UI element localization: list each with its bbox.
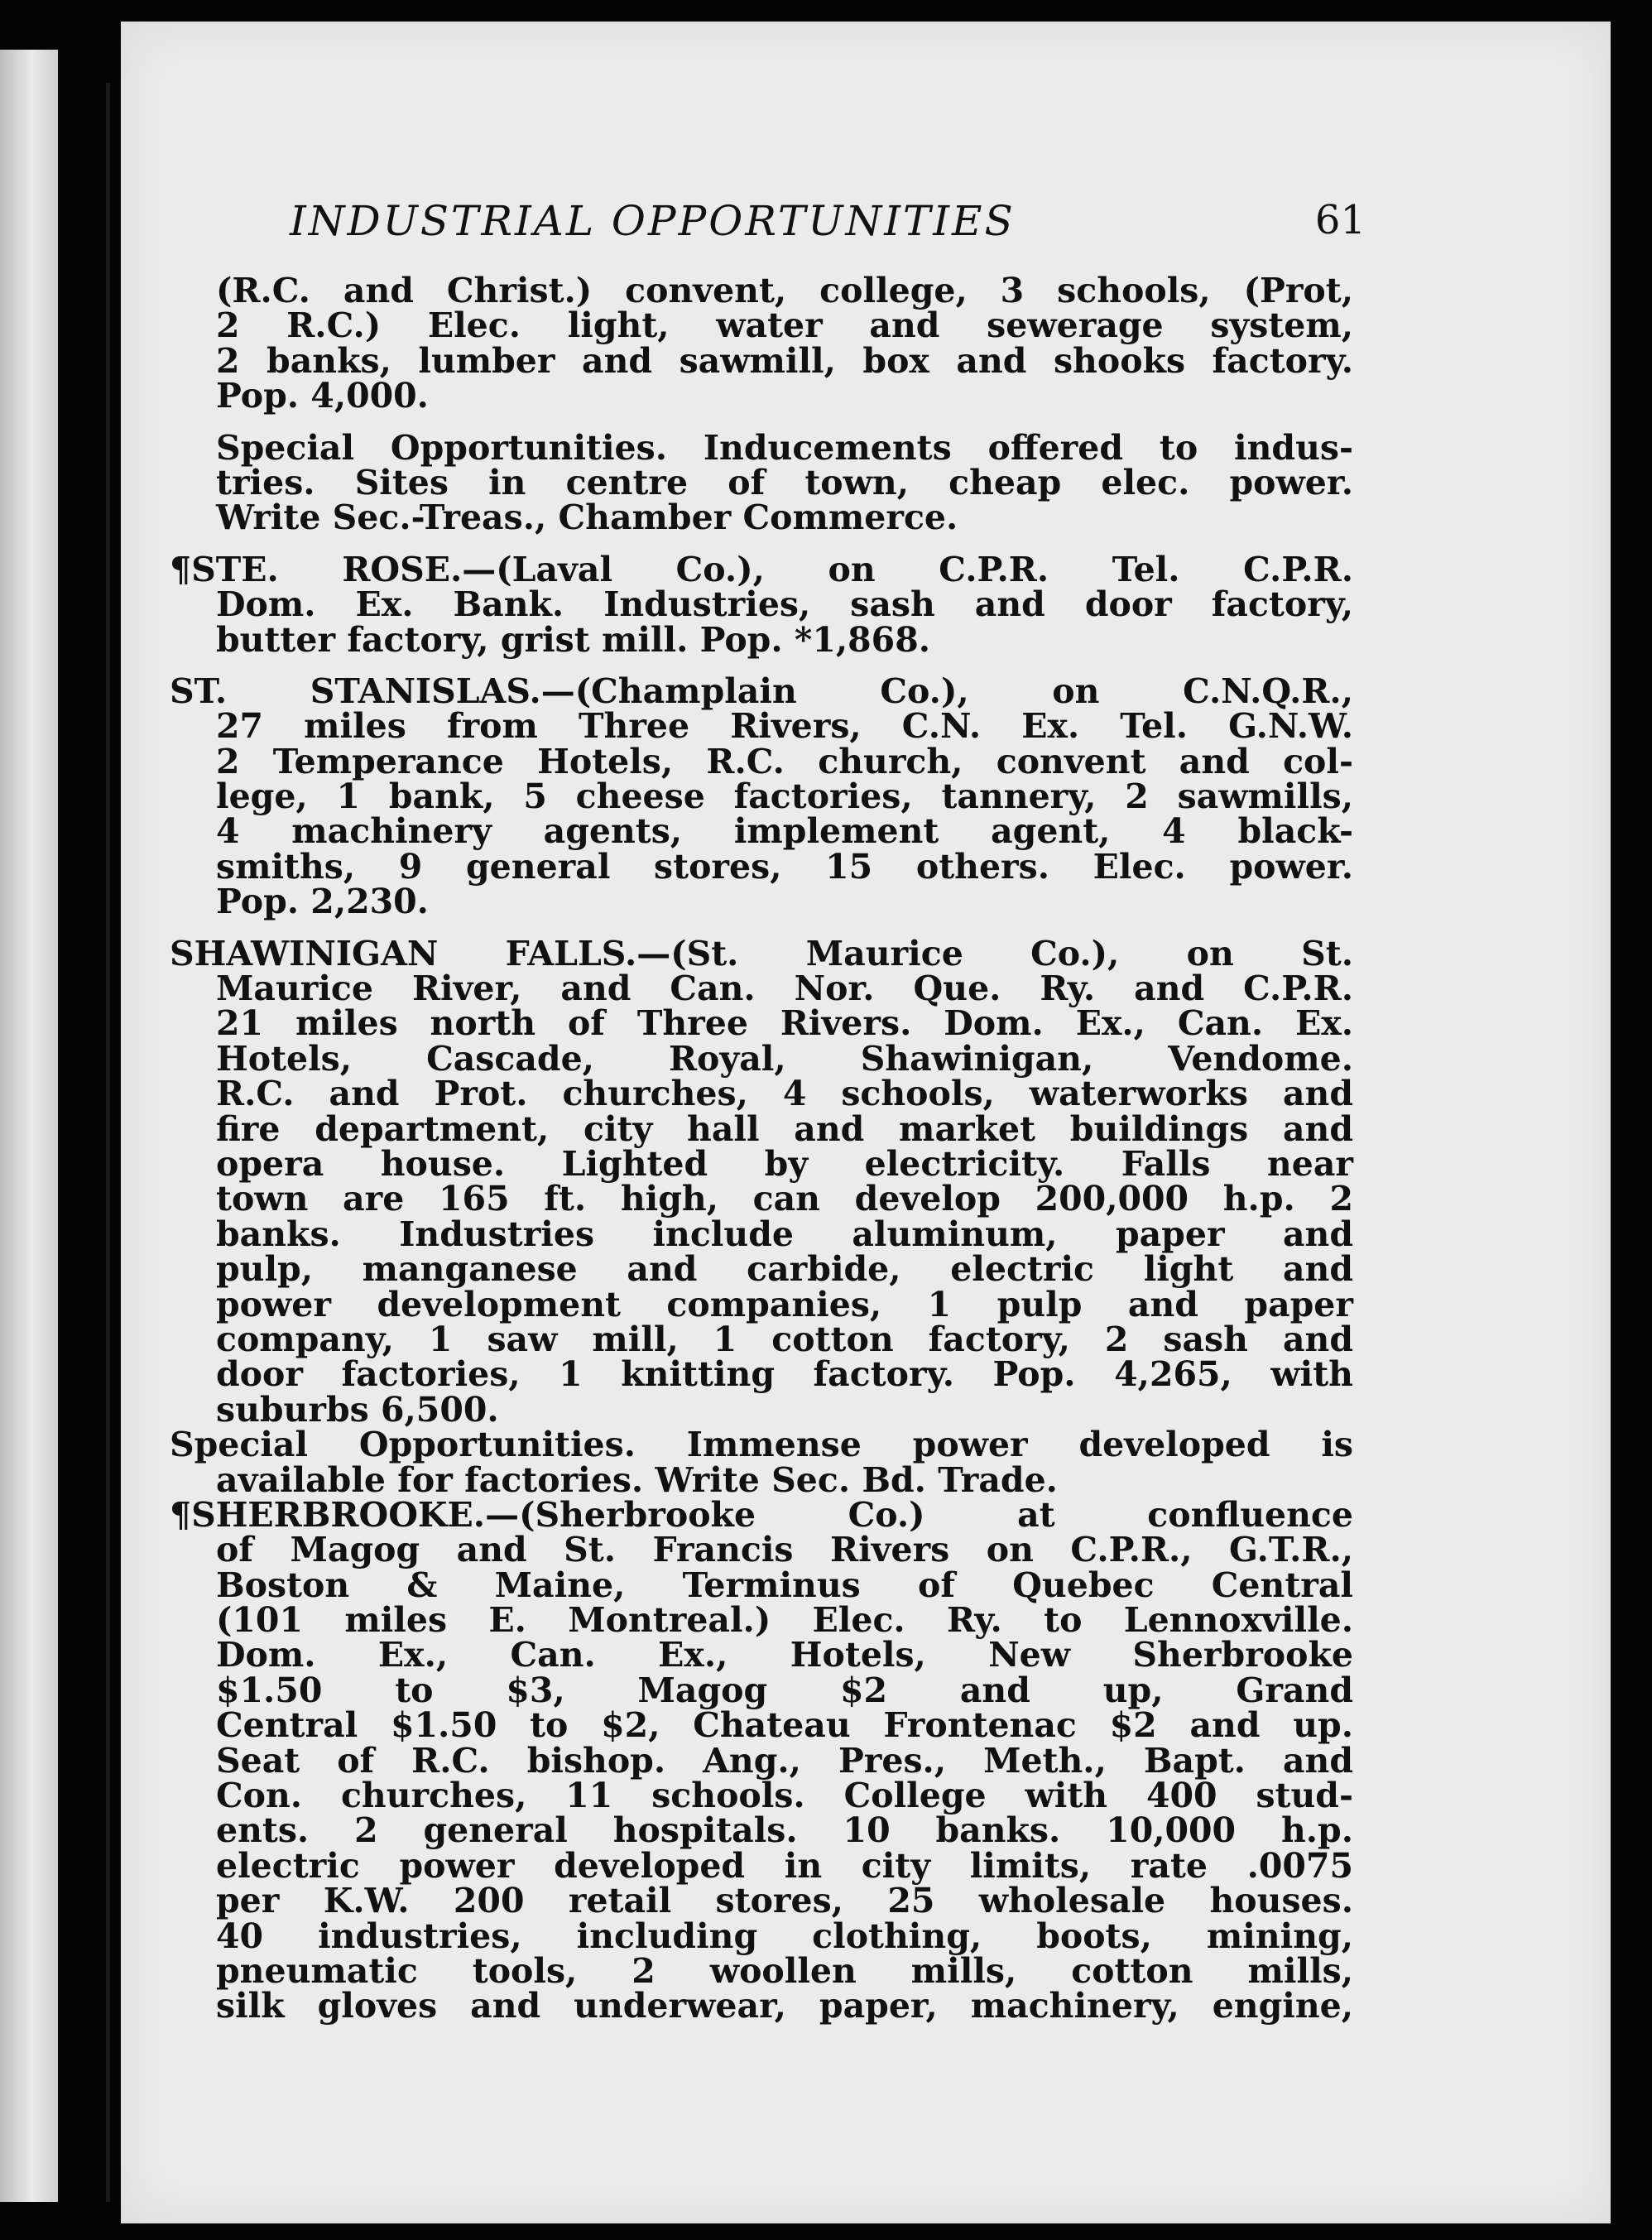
text-line: 2 Temperance Hotels, R.C. church, convent and col- [216, 741, 1353, 781]
text-line: (101 miles E. Montreal.) Elec. Ry. to Lennoxville. [216, 1600, 1353, 1641]
text-line: 27 miles from Three Rivers, C.N. Ex. Tel. G.N.W. [216, 706, 1353, 747]
text-line: tries. Sites in centre of town, cheap elec. power. [216, 462, 1353, 502]
text-line: suburbs 6,500. [216, 1389, 499, 1430]
text-line: ents. 2 general hospitals. 10 banks. 10,000 h.p. [216, 1810, 1353, 1851]
entry-ste-rose [170, 549, 1353, 660]
text-line: 21 miles north of Three Rivers. Dom. Ex., Can. Ex. [216, 1003, 1353, 1044]
text-line: town are 165 ft. high, can develop 200,000 h.p. 2 [216, 1179, 1353, 1219]
entry-special-opportunities-2 [170, 1425, 1353, 1500]
text-line: (R.C. and Christ.) convent, college, 3 schools, (Prot, [216, 271, 1353, 310]
entry-heading-line: ¶STE. ROSE.—(Laval Co.), on C.P.R. Tel. C.P.R. [170, 549, 1353, 589]
entry-heading-line: SHAWINIGAN FALLS.—(St. Maurice Co.), on St. [170, 933, 1353, 973]
entry-heading-line: ¶SHERBROOKE.—(Sherbrooke Co.) at confluence [170, 1494, 1353, 1535]
text-line: Pop. 4,000. [216, 376, 429, 416]
text-line: of Magog and St. Francis Rivers on C.P.R., G.T.R., [216, 1530, 1353, 1570]
entry-special-opportunities-1 [170, 427, 1353, 538]
entry-sherbrooke [170, 1494, 1353, 2026]
left-page-rule [106, 83, 110, 2202]
text-line: pneumatic tools, 2 woollen mills, cotton mills, [216, 1950, 1353, 1991]
text-line: per K.W. 200 retail stores, 25 wholesale houses. [216, 1881, 1353, 1921]
entry-heading-line: ST. STANISLAS.—(Champlain Co.), on C.N.Q.R., [170, 671, 1353, 711]
text-line: opera house. Lighted by electricity. Falls near [216, 1143, 1353, 1184]
text-line: Maurice River, and Can. Nor. Que. Ry. and C.P.R. [216, 969, 1353, 1009]
text-line: $1.50 to $3, Magog $2 and up, Grand [216, 1670, 1353, 1710]
page-header [290, 197, 1366, 263]
text-line: Seat of R.C. bishop. Ang., Pres., Meth., Bapt. and [216, 1740, 1353, 1781]
entry-shawinigan-falls [170, 933, 1353, 1430]
text-line: 40 industries, including clothing, boots, mining, [216, 1916, 1353, 1956]
text-line: Write Sec.-Treas., Chamber Commerce. [216, 498, 958, 538]
text-line: Con. churches, 11 schools. College with 400 stud- [216, 1776, 1353, 1816]
text-line: Boston & Maine, Terminus of Quebec Central [216, 1565, 1353, 1605]
text-line: fire department, city hall and market buildings and [216, 1108, 1353, 1149]
text-line: smiths, 9 general stores, 15 others. Elec. power. [216, 846, 1353, 887]
text-line: 4 machinery agents, implement agent, 4 black- [216, 811, 1353, 852]
page-body [170, 273, 1353, 2024]
text-line: R.C. and Prot. churches, 4 schools, waterworks and [216, 1074, 1353, 1114]
text-line: Central $1.50 to $2, Chateau Frontenac $2 and up. [216, 1705, 1353, 1746]
text-line: door factories, 1 knitting factory. Pop. 4,265, with [216, 1354, 1353, 1395]
text-line: butter factory, grist mill. Pop. *1,868. [216, 619, 931, 660]
text-line: Pop. 2,230. [216, 882, 429, 922]
text-line: Special Opportunities. Inducements offered to indus- [216, 427, 1353, 468]
text-line: electric power developed in city limits, rate .0075 [216, 1845, 1353, 1886]
text-line: 2 banks, lumber and sawmill, box and shooks factory. [216, 340, 1353, 381]
text-line: banks. Industries include aluminum, paper and [216, 1214, 1353, 1254]
text-line: pulp, manganese and carbide, electric light and [216, 1249, 1353, 1290]
text-line: Dom. Ex., Can. Ex., Hotels, New Sherbrooke [216, 1635, 1353, 1675]
text-line: Hotels, Cascade, Royal, Shawinigan, Vendome. [216, 1038, 1353, 1079]
running-title: INDUSTRIAL OPPORTUNITIES [290, 197, 1016, 245]
entry-continuation [170, 273, 1353, 414]
text-line: lege, 1 bank, 5 cheese factories, tannery, 2 sawmills, [216, 776, 1353, 817]
text-line: 2 R.C.) Elec. light, water and sewerage system, [216, 305, 1353, 346]
entry-st-stanislas [170, 671, 1353, 922]
text-line: silk gloves and underwear, paper, machinery, engine, [216, 1986, 1353, 2026]
left-page-edge [0, 50, 58, 2202]
text-line: Special Opportunities. Immense power developed is [170, 1425, 1353, 1465]
page-number: 61 [1314, 197, 1366, 243]
text-line: Dom. Ex. Bank. Industries, sash and door factory, [216, 584, 1353, 625]
text-line: company, 1 saw mill, 1 cotton factory, 2 sash and [216, 1319, 1353, 1359]
text-line: power development companies, 1 pulp and paper [216, 1284, 1353, 1324]
text-line: available for factories. Write Sec. Bd. Trade. [216, 1459, 1058, 1500]
